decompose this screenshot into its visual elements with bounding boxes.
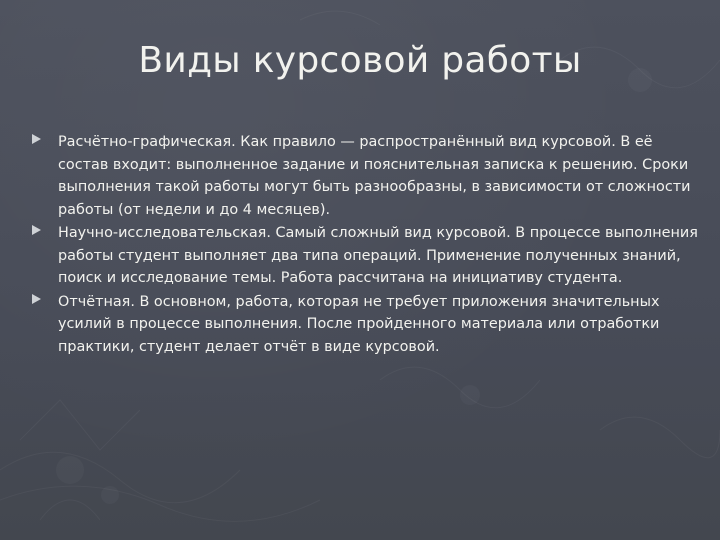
list-item — [30, 131, 702, 221]
list-item — [30, 291, 702, 359]
triangle-bullet-icon — [32, 294, 41, 304]
triangle-bullet-icon — [32, 225, 41, 235]
bullet-text: Расчётно-графическая. Как правило — распространённый вид курсовой. В её состав входит: выполненное задание и пояснительная записка к решению. Сроки выполнения такой работы могут быть разнообразны, в зависимости от сложности работы (от недели и до 4 месяцев). — [58, 134, 691, 218]
bullet-list — [30, 131, 702, 359]
list-item — [30, 222, 702, 290]
bullet-text: Отчётная. В основном, работа, которая не требует приложения значительных усилий в процессе выполнения. После пройденного материала или отработки практики, студент делает отчёт в виде курсовой. — [58, 293, 660, 355]
triangle-bullet-icon — [32, 134, 41, 144]
slide-title: Виды курсовой работы — [138, 40, 582, 81]
bullet-text: Научно-исследовательская. Самый сложный вид курсовой. В процессе выполнения работы студент выполняет два типа операций. Применение полученных знаний, поиск и исследование темы. Работа рассчитана на инициативу студента. — [58, 225, 698, 286]
